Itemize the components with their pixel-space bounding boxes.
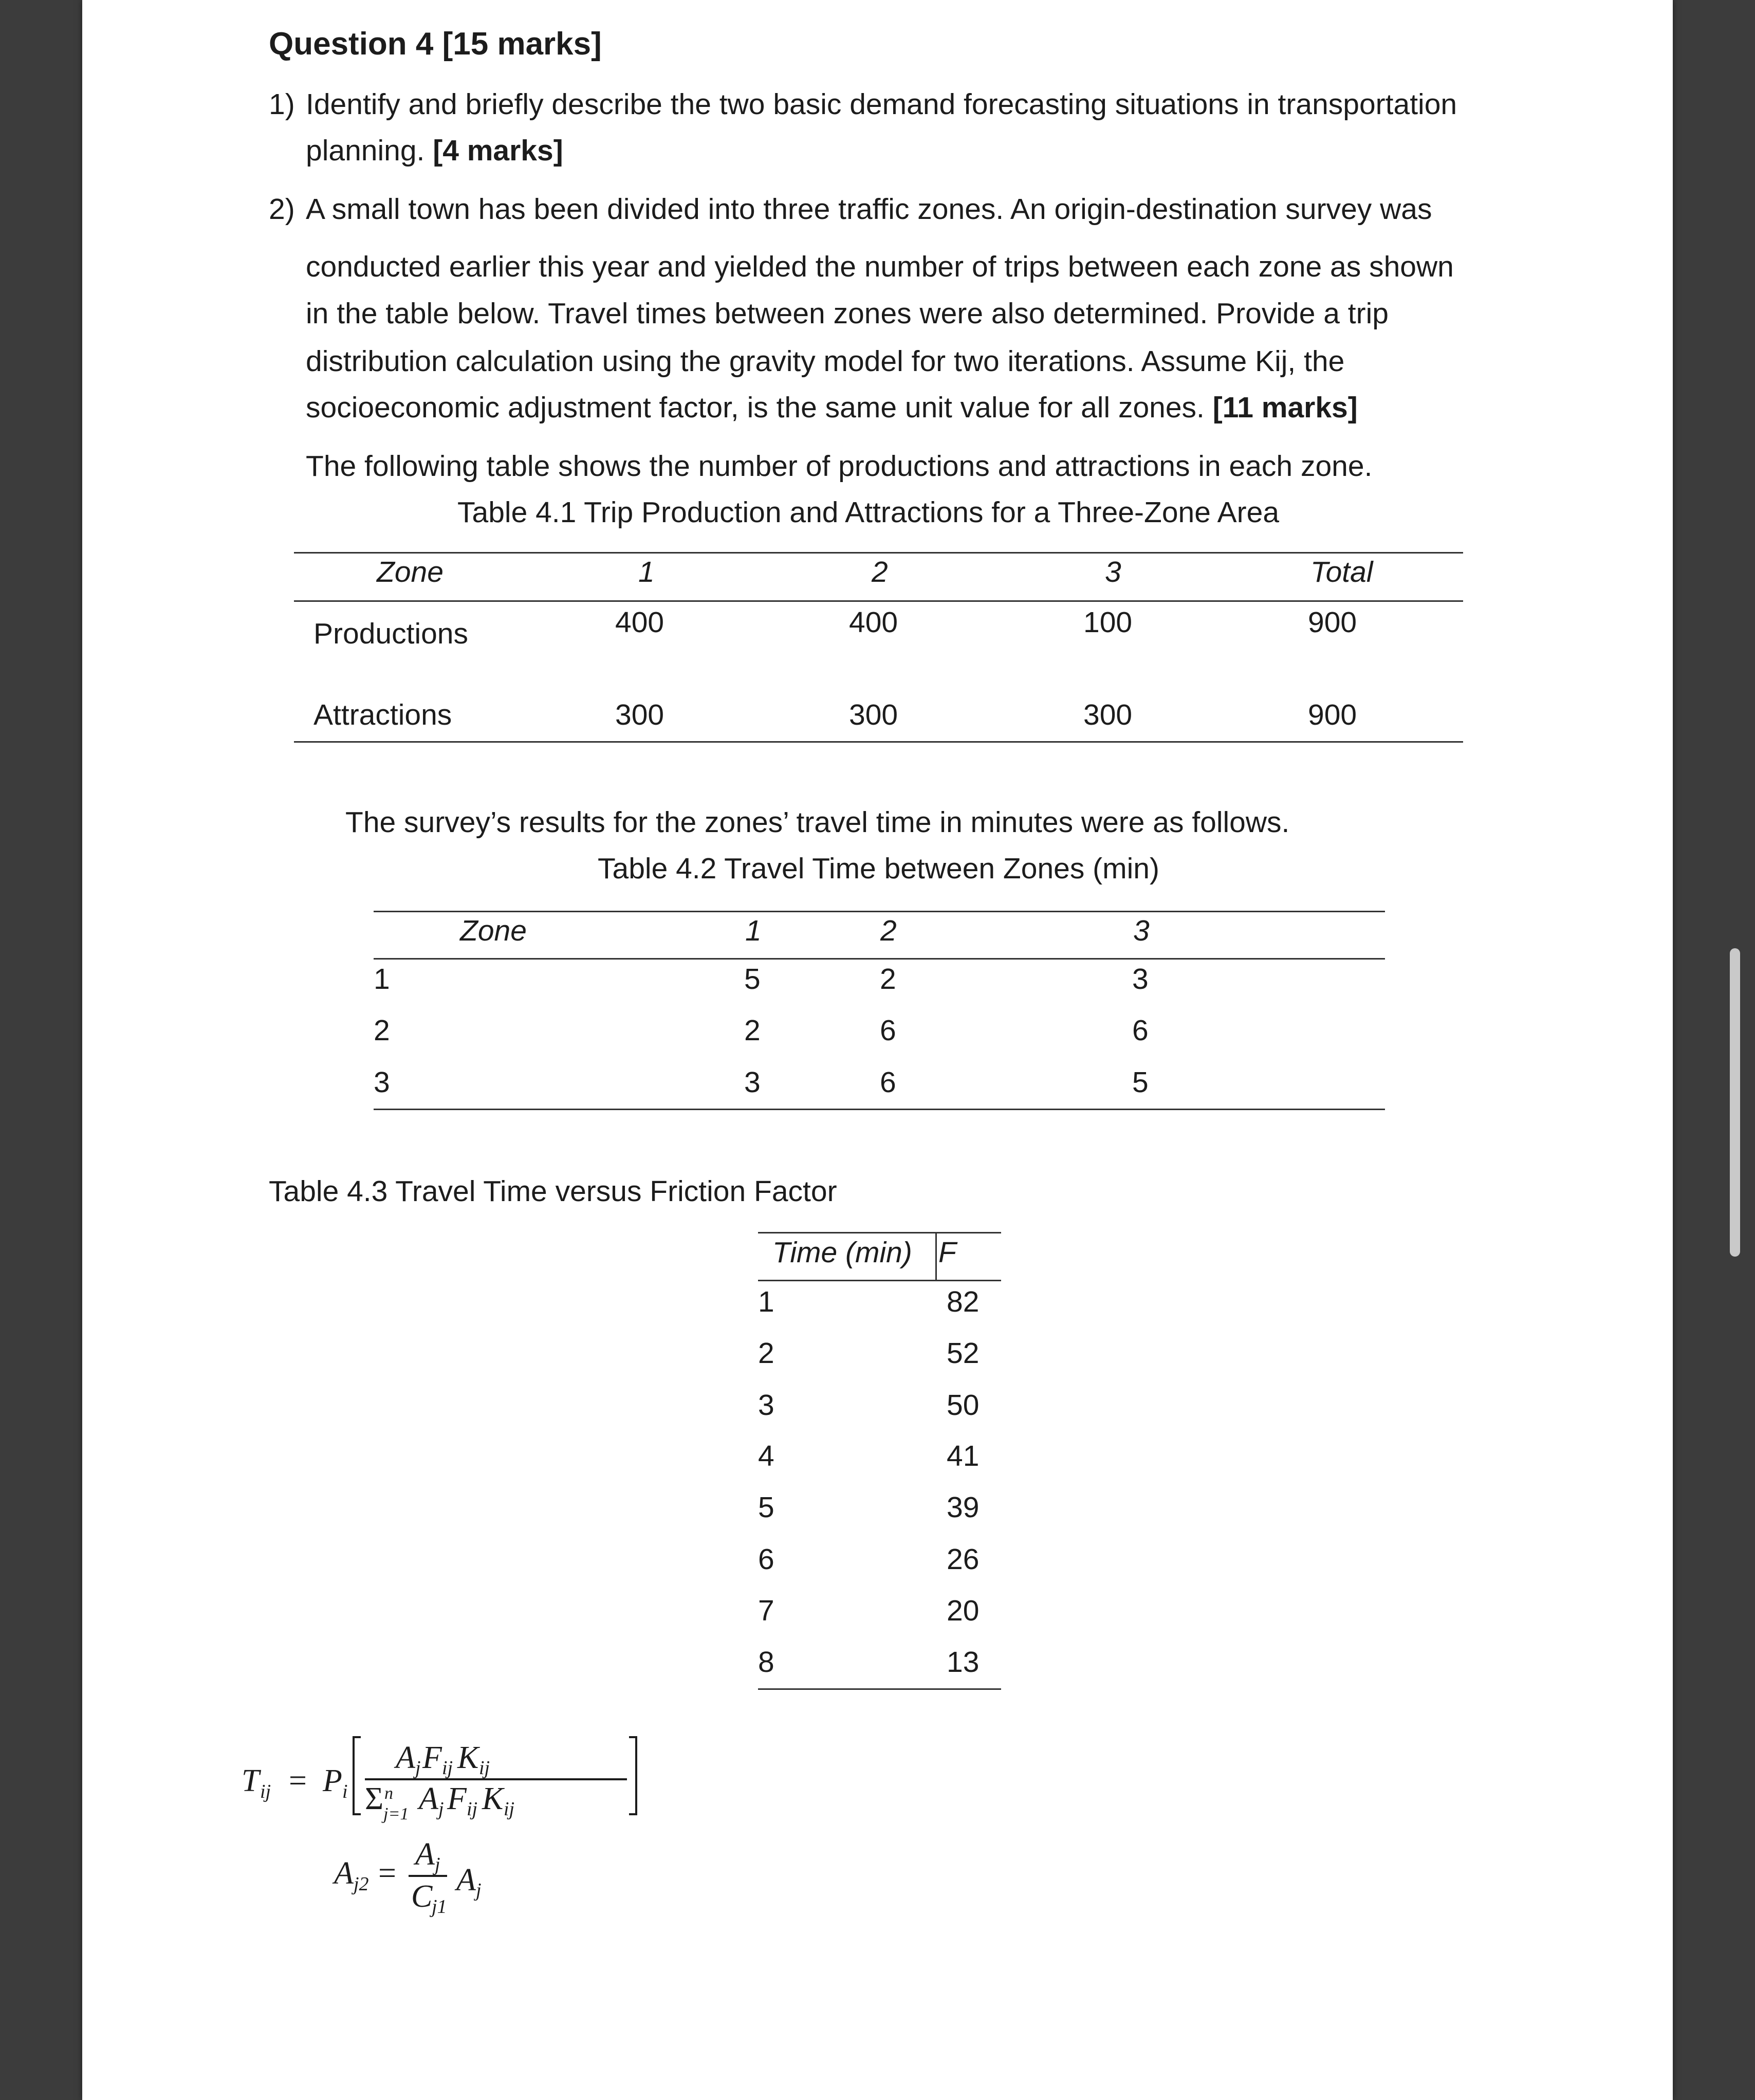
table1-row-productions-total: 900 [1308, 606, 1357, 639]
table3-header-time: Time (min) [772, 1236, 912, 1269]
q2-line4: distribution calculation using the gravity model for two iterations. Assume Kij, the [306, 345, 1345, 378]
vertical-scrollbar[interactable] [1730, 948, 1740, 1257]
table1-header-total: Total [1310, 556, 1373, 588]
table3-row-time: 2 [758, 1337, 774, 1370]
svg-text:P: P [323, 1763, 342, 1798]
svg-text:j=1: j=1 [383, 1804, 409, 1823]
table2-top-rule [374, 911, 1385, 912]
table2-header-rule [374, 958, 1385, 960]
svg-text:T: T [242, 1763, 260, 1798]
svg-text:=: = [378, 1856, 396, 1891]
question-title: Question 4 [15 marks] [269, 26, 602, 62]
q2-number: 2) [269, 193, 295, 226]
table1-caption: Table 4.1 Trip Production and Attractions for a Three-Zone Area [457, 496, 1280, 529]
table3-row-f: 26 [947, 1543, 980, 1576]
q1-line1: Identify and briefly describe the two basic demand forecasting situations in transportation [306, 88, 1457, 121]
table3-row-time: 7 [758, 1594, 774, 1627]
table2-row2-zone: 2 [374, 1014, 390, 1047]
svg-text:n: n [384, 1784, 393, 1803]
table1-bottom-rule [294, 741, 1463, 743]
table2-header-1: 1 [745, 914, 762, 947]
table3-row-time: 8 [758, 1646, 774, 1679]
table3-row-time: 4 [758, 1440, 774, 1472]
table2-row2-col1: 2 [744, 1014, 761, 1047]
table2-row2-col2: 6 [880, 1014, 896, 1047]
table3-row-f: 13 [947, 1646, 980, 1679]
table3-header-rule [758, 1280, 1001, 1281]
table1-row-productions-label: Productions [313, 617, 469, 650]
table2-row2-col3: 6 [1132, 1014, 1149, 1047]
svg-text:ij: ij [260, 1781, 271, 1802]
table3-row-time: 5 [758, 1491, 774, 1524]
table2-header-3: 3 [1133, 914, 1150, 947]
table2-row1-zone: 1 [374, 963, 390, 996]
svg-text:i: i [342, 1781, 348, 1802]
svg-text:ij: ij [467, 1798, 478, 1820]
table3-top-rule [758, 1232, 1001, 1233]
q1-line2-text: planning. [306, 134, 433, 167]
table1-top-rule [294, 552, 1463, 554]
table1-row-productions-3: 100 [1083, 606, 1133, 639]
table2-row3-col2: 6 [880, 1066, 896, 1099]
table3-row-f: 50 [947, 1389, 980, 1422]
table3-row-time: 6 [758, 1543, 774, 1576]
table1-header-2: 2 [872, 556, 888, 588]
svg-text:=: = [289, 1763, 307, 1798]
table1-row-attractions-1: 300 [615, 698, 664, 731]
q2-line5 [306, 391, 1358, 425]
q2-line3: in the table below. Travel times between zones were also determined. Provide a trip [306, 297, 1389, 330]
svg-text:A: A [415, 1837, 435, 1872]
q1-number: 1) [269, 88, 295, 121]
table2-row3-col1: 3 [744, 1066, 761, 1099]
svg-text:Σ: Σ [365, 1781, 384, 1816]
q2-line2: conducted earlier this year and yielded the number of trips between each zone as shown [306, 250, 1454, 283]
table3-header-divider [935, 1233, 937, 1281]
svg-text:F: F [422, 1740, 442, 1775]
table2-header-zone: Zone [460, 914, 527, 947]
table2-caption: Table 4.2 Travel Time between Zones (min) [598, 852, 1159, 885]
table3-row-f: 82 [947, 1285, 980, 1318]
q2-marks: [11 marks] [1212, 391, 1358, 424]
svg-text:K: K [457, 1740, 479, 1775]
svg-text:A: A [456, 1863, 476, 1898]
q2-line1: A small town has been divided into three traffic zones. An origin-destination survey was [306, 193, 1432, 226]
table2-intro: The survey’s results for the zones’ travel time in minutes were as follows. [345, 806, 1290, 839]
table2-row3-col3: 5 [1132, 1066, 1149, 1099]
svg-text:j: j [435, 1854, 440, 1875]
svg-text:j1: j1 [432, 1896, 447, 1917]
gravity-model-formula [242, 1722, 678, 1917]
table3-bottom-rule [758, 1688, 1001, 1690]
svg-text:A: A [419, 1781, 438, 1816]
table3-row-time: 3 [758, 1389, 774, 1422]
table3-header-f: F [938, 1236, 956, 1269]
svg-text:ij: ij [479, 1757, 490, 1779]
q2-line5-text: socioeconomic adjustment factor, is the same unit value for all zones. [306, 391, 1213, 424]
q1-line2 [306, 134, 563, 168]
q1-marks: [4 marks] [433, 134, 563, 167]
table2-row1-col2: 2 [880, 963, 896, 996]
table1-header-rule [294, 600, 1463, 602]
table1-header-zone: Zone [377, 556, 444, 588]
table2-row1-col3: 3 [1132, 963, 1149, 996]
svg-text:ij: ij [504, 1798, 515, 1820]
table1-row-attractions-label: Attractions [313, 698, 452, 731]
table1-row-attractions-total: 900 [1308, 698, 1357, 731]
table2-row1-col1: 5 [744, 963, 761, 996]
table3-row-time: 1 [758, 1285, 774, 1318]
svg-text:A: A [396, 1740, 415, 1775]
table3-caption: Table 4.3 Travel Time versus Friction Factor [269, 1175, 837, 1208]
table1-row-productions-2: 400 [849, 606, 898, 639]
svg-text:F: F [447, 1781, 467, 1816]
svg-text:j: j [438, 1798, 444, 1820]
table3-row-f: 41 [947, 1440, 980, 1472]
table2-bottom-rule [374, 1109, 1385, 1110]
table1-row-attractions-3: 300 [1083, 698, 1133, 731]
document-page [82, 0, 1673, 2100]
svg-text:j: j [476, 1880, 482, 1901]
svg-text:ij: ij [442, 1757, 453, 1779]
table3-row-f: 20 [947, 1594, 980, 1627]
svg-text:j2: j2 [354, 1873, 369, 1895]
svg-text:j: j [415, 1757, 421, 1779]
q2-intro: The following table shows the number of productions and attractions in each zone. [306, 450, 1373, 483]
svg-text:K: K [482, 1781, 504, 1816]
table2-header-2: 2 [880, 914, 897, 947]
table1-row-productions-1: 400 [615, 606, 664, 639]
svg-text:C: C [411, 1879, 433, 1914]
table3-row-f: 52 [947, 1337, 980, 1370]
table1-row-attractions-2: 300 [849, 698, 898, 731]
table2-row3-zone: 3 [374, 1066, 390, 1099]
table1-header-3: 3 [1105, 556, 1121, 588]
table1-header-1: 1 [638, 556, 655, 588]
table3-row-f: 39 [947, 1491, 980, 1524]
svg-text:A: A [334, 1856, 354, 1891]
